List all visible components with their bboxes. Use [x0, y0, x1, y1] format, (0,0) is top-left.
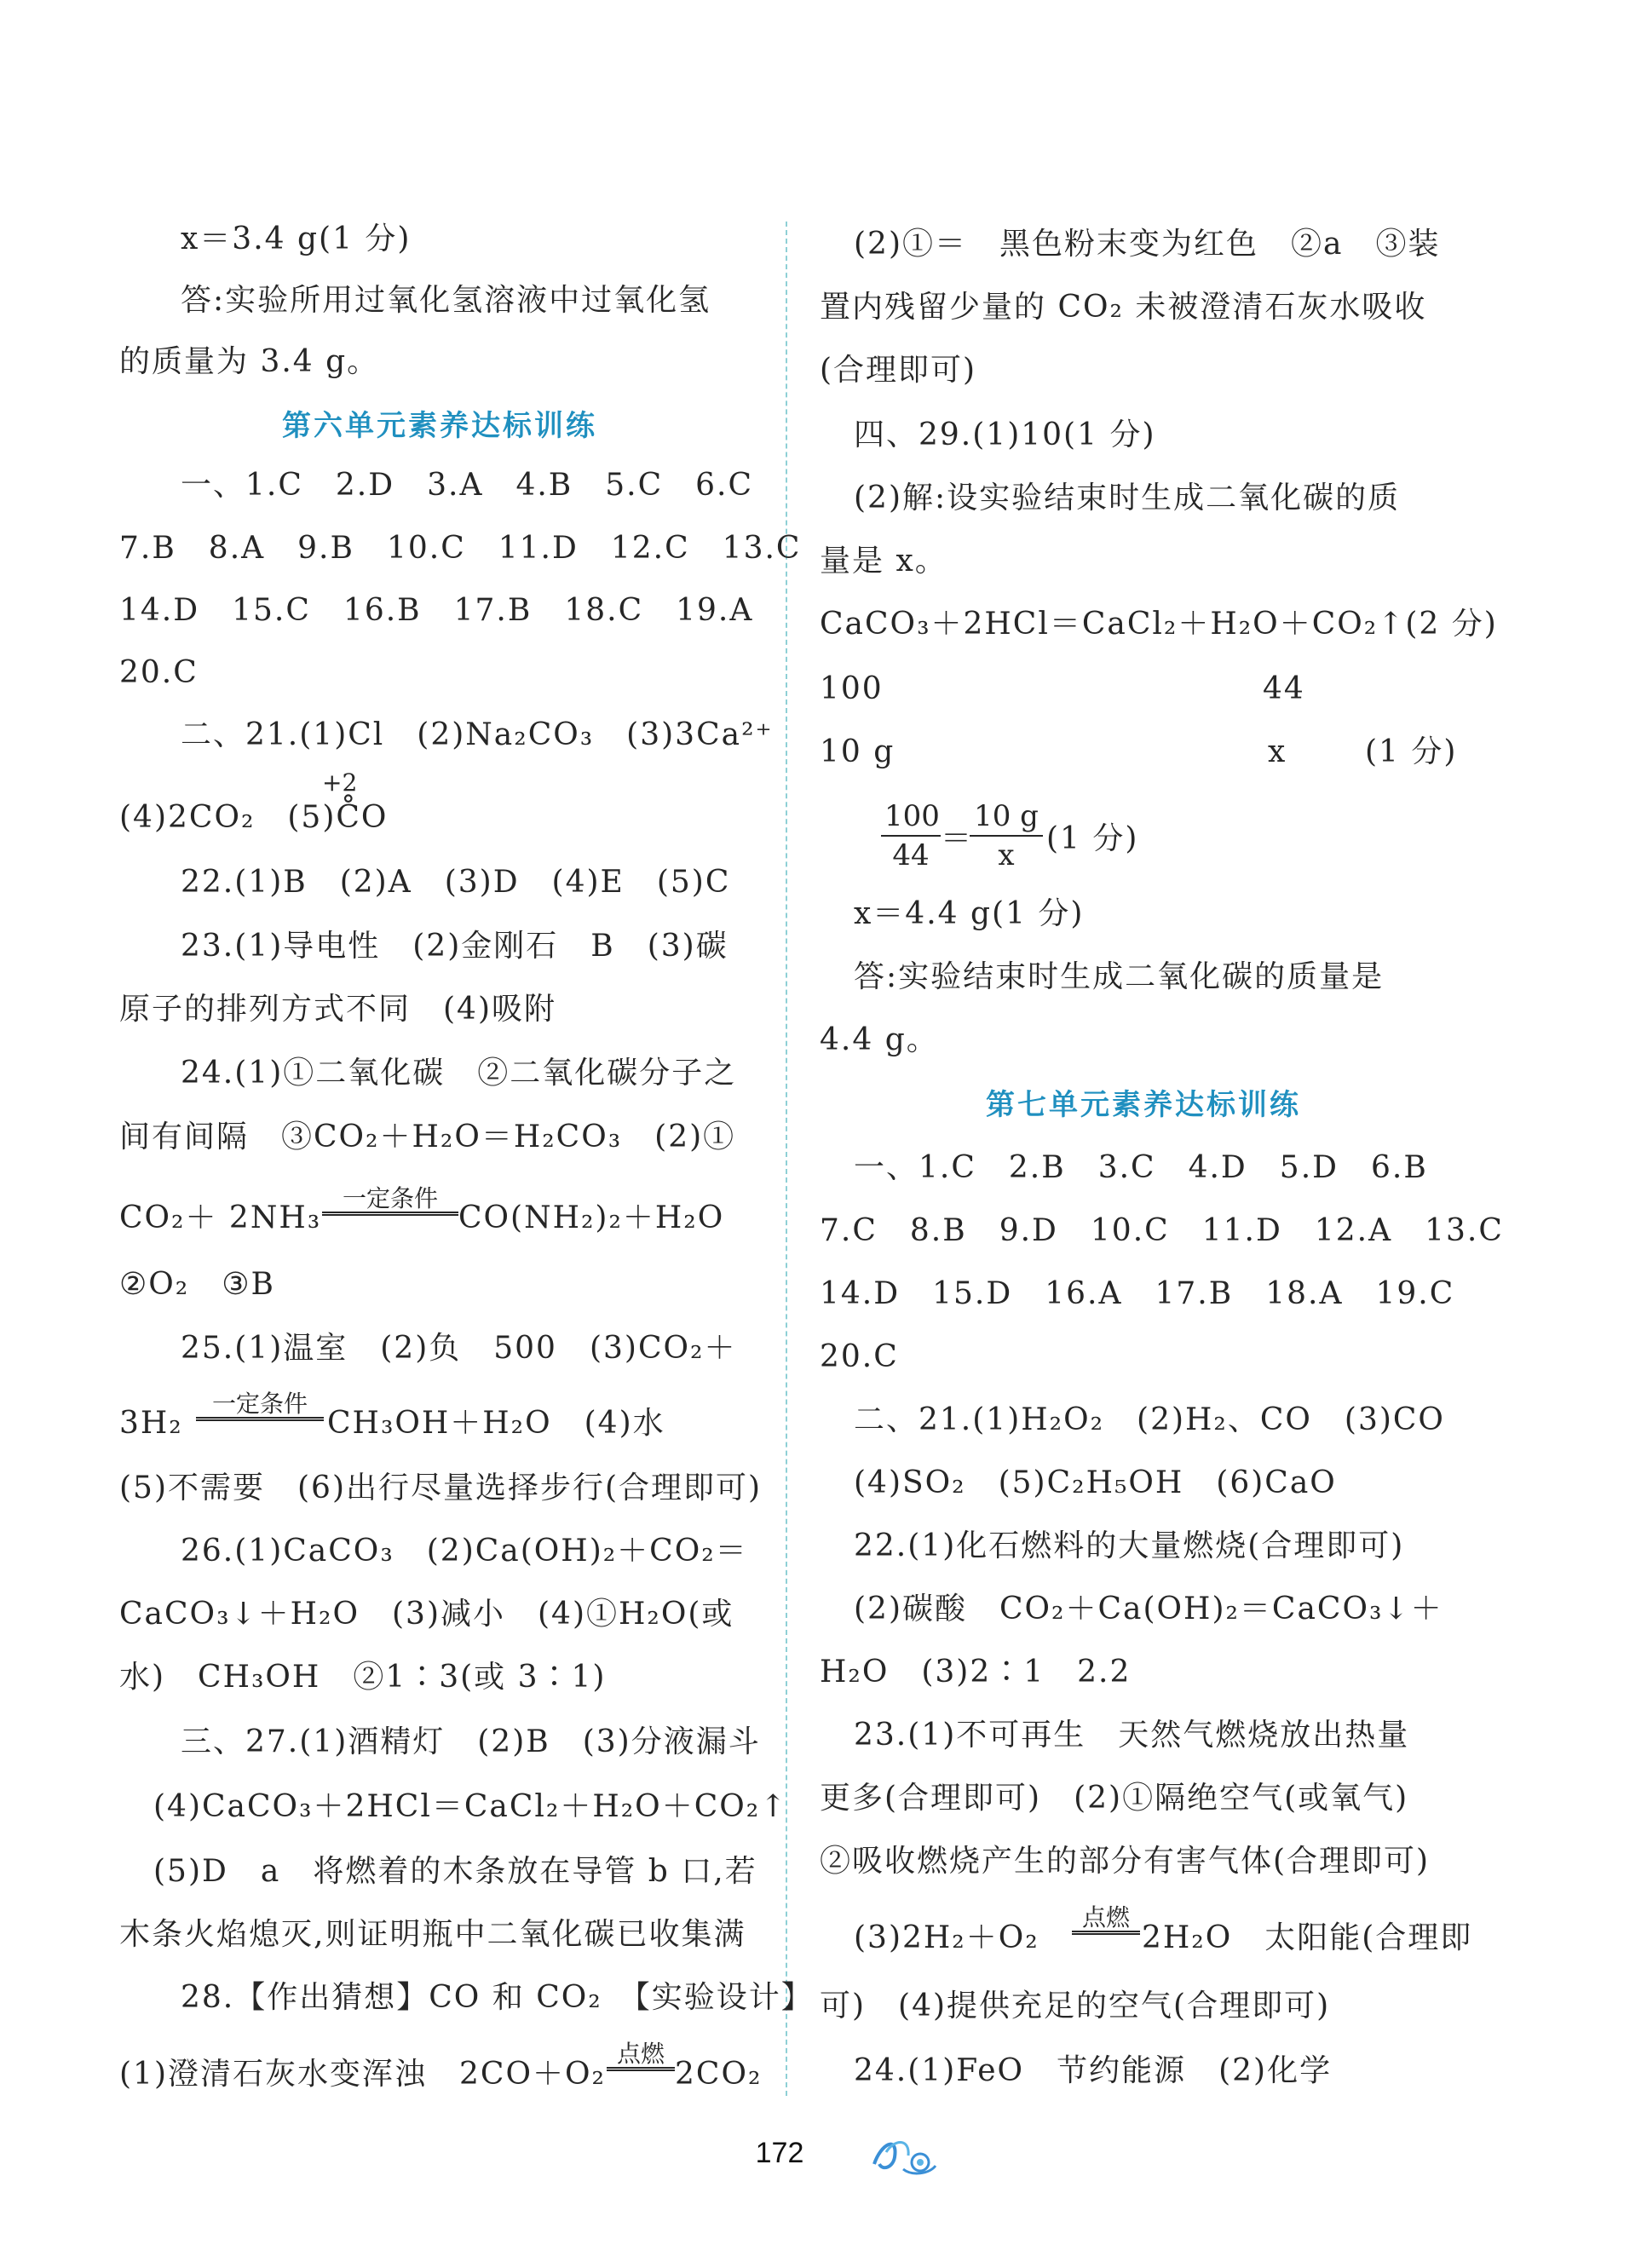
- text-line: 可) (4)提供充足的空气(合理即可): [820, 1989, 1331, 2023]
- text-line: 20.C: [820, 1339, 899, 1374]
- text-line: 7.B 8.A 9.B 10.C 11.D 12.C 13.C: [119, 531, 802, 566]
- text-line: 26.(1)CaCO₃ (2)Ca(OH)₂＋CO₂＝: [181, 1534, 748, 1569]
- score-note: (1 分): [1046, 821, 1139, 856]
- text-line: 14.D 15.C 16.B 17.B 18.C 19.A: [119, 593, 754, 628]
- equals-sign: ＝: [941, 821, 974, 856]
- text-line: (2)①＝ 黑色粉末变为红色 ②a ③装: [854, 227, 1441, 262]
- text-line: (2)碳酸 CO₂＋Ca(OH)₂＝CaCO₃↓＋: [854, 1592, 1443, 1626]
- text-line: ②O₂ ③B: [119, 1267, 275, 1302]
- text-line: 二、21.(1)Cl (2)Na₂CO₃ (3)3Ca²⁺: [181, 717, 774, 752]
- text-line: 水) CH₃OH ②1∶3(或 3∶1): [119, 1660, 607, 1695]
- text-line: 22.(1)化石燃料的大量燃烧(合理即可): [854, 1528, 1405, 1563]
- text-line: 4.4 g。: [820, 1022, 939, 1057]
- valence-mark: +2: [322, 768, 358, 797]
- text-line: 22.(1)B (2)A (3)D (4)E (5)C: [181, 865, 731, 900]
- text-line: 答:实验结束时生成二氧化碳的质量是: [854, 959, 1385, 994]
- text-line: 的质量为 3.4 g。: [119, 344, 380, 379]
- text-line: (4)CaCO₃＋2HCl＝CaCl₂＋H₂O＋CO₂↑: [153, 1789, 788, 1824]
- reaction-condition: 一定条件: [322, 1186, 458, 1216]
- text-line: x＝3.4 g(1 分): [181, 222, 412, 256]
- text-line: 间有间隔 ③CO₂＋H₂O＝H₂CO₃ (2)①: [119, 1120, 736, 1154]
- text-line: 24.(1)FeO 节约能源 (2)化学: [854, 2053, 1333, 2088]
- text-line: 置内残留少量的 CO₂ 未被澄清石灰水吸收: [820, 290, 1427, 325]
- unknown-mass: x: [1268, 734, 1287, 769]
- text-line: 四、29.(1)10(1 分): [854, 417, 1156, 452]
- score-note: (1 分): [1365, 734, 1458, 769]
- text-line: 23.(1)不可再生 天然气燃烧放出热量: [854, 1718, 1410, 1753]
- text-line: (4)2CO₂ (5)C̊O: [119, 800, 389, 835]
- given-mass: 10 g: [820, 734, 895, 769]
- molar-mass: 44: [1263, 671, 1305, 706]
- text-line: 7.C 8.B 9.D 10.C 11.D 12.A 13.C: [820, 1213, 1504, 1248]
- section-heading: 第七单元素养达标训练: [986, 1088, 1301, 1122]
- text-line: ②吸收燃烧产生的部分有害气体(合理即可): [820, 1844, 1431, 1879]
- text-line: (5)D a 将燃着的木条放在导管 b 口,若: [153, 1854, 757, 1889]
- equation-right: 2CO₂: [675, 2057, 763, 2092]
- reaction-condition: 一定条件: [196, 1391, 324, 1421]
- text-line: 28.【作出猜想】CO 和 CO₂ 【实验设计】: [181, 1980, 814, 2015]
- text-line: (4)SO₂ (5)C₂H₅OH (6)CaO: [854, 1465, 1337, 1500]
- text-line: 一、1.C 2.B 3.C 4.D 5.D 6.B: [854, 1150, 1428, 1185]
- text-line: 更多(合理即可) (2)①隔绝空气(或氧气): [820, 1781, 1409, 1816]
- text-line: 原子的排列方式不同 (4)吸附: [119, 992, 556, 1027]
- text-line: (5)不需要 (6)出行尽量选择步行(合理即可): [119, 1471, 763, 1505]
- text-line: 答:实验所用过氧化氢溶液中过氧化氢: [181, 283, 711, 318]
- equation-left: (1)澄清石灰水变浑浊 2CO＋O₂: [119, 2057, 606, 2092]
- text-line: 木条火焰熄灭,则证明瓶中二氧化碳已收集满: [119, 1917, 746, 1952]
- equation-right: 2H₂O 太阳能(合理即: [1142, 1920, 1473, 1955]
- text-line: 一、1.C 2.D 3.A 4.B 5.C 6.C: [181, 468, 754, 503]
- text-line: 23.(1)导电性 (2)金刚石 B (3)碳: [181, 929, 728, 964]
- molar-mass: 100: [820, 671, 884, 706]
- fraction: $\frac{100}{44}$: [881, 797, 941, 874]
- reaction-condition: 点燃: [607, 2041, 675, 2071]
- text-line: H₂O (3)2∶1 2.2: [820, 1655, 1132, 1689]
- page-number: 172: [755, 2137, 804, 2169]
- equation-right: CH₃OH＋H₂O (4)水: [327, 1406, 665, 1441]
- equation-left: 3H₂: [119, 1406, 183, 1441]
- equation-left: CO₂＋ 2NH₃: [119, 1200, 322, 1235]
- text-line: CaCO₃↓＋H₂O (3)减小 (4)①H₂O(或: [119, 1597, 734, 1632]
- text-line: (2)解:设实验结束时生成二氧化碳的质: [854, 481, 1401, 515]
- text-line: (合理即可): [820, 353, 977, 388]
- reaction-condition: 点燃: [1072, 1905, 1140, 1935]
- text-line: x＝4.4 g(1 分): [854, 896, 1085, 931]
- text-line: 25.(1)温室 (2)负 500 (3)CO₂＋: [181, 1331, 737, 1366]
- text-line: 二、21.(1)H₂O₂ (2)H₂、CO (3)CO: [854, 1402, 1445, 1437]
- decorative-swirl-icon: [869, 2127, 941, 2179]
- text-line: 20.C: [119, 655, 199, 690]
- equation-left: (3)2H₂＋O₂: [854, 1920, 1039, 1955]
- text-line: CaCO₃＋2HCl＝CaCl₂＋H₂O＋CO₂↑(2 分): [820, 607, 1498, 642]
- text-line: 14.D 15.D 16.A 17.B 18.A 19.C: [820, 1276, 1455, 1311]
- text-line: 量是 x。: [820, 544, 947, 579]
- text-line: 24.(1)①二氧化碳 ②二氧化碳分子之: [181, 1056, 737, 1091]
- section-heading: 第六单元素养达标训练: [282, 409, 597, 443]
- fraction: $\frac{10 g}{x}$: [970, 797, 1043, 874]
- equation-right: CO(NH₂)₂＋H₂O: [458, 1200, 725, 1235]
- text-line: 三、27.(1)酒精灯 (2)B (3)分液漏斗: [181, 1724, 761, 1759]
